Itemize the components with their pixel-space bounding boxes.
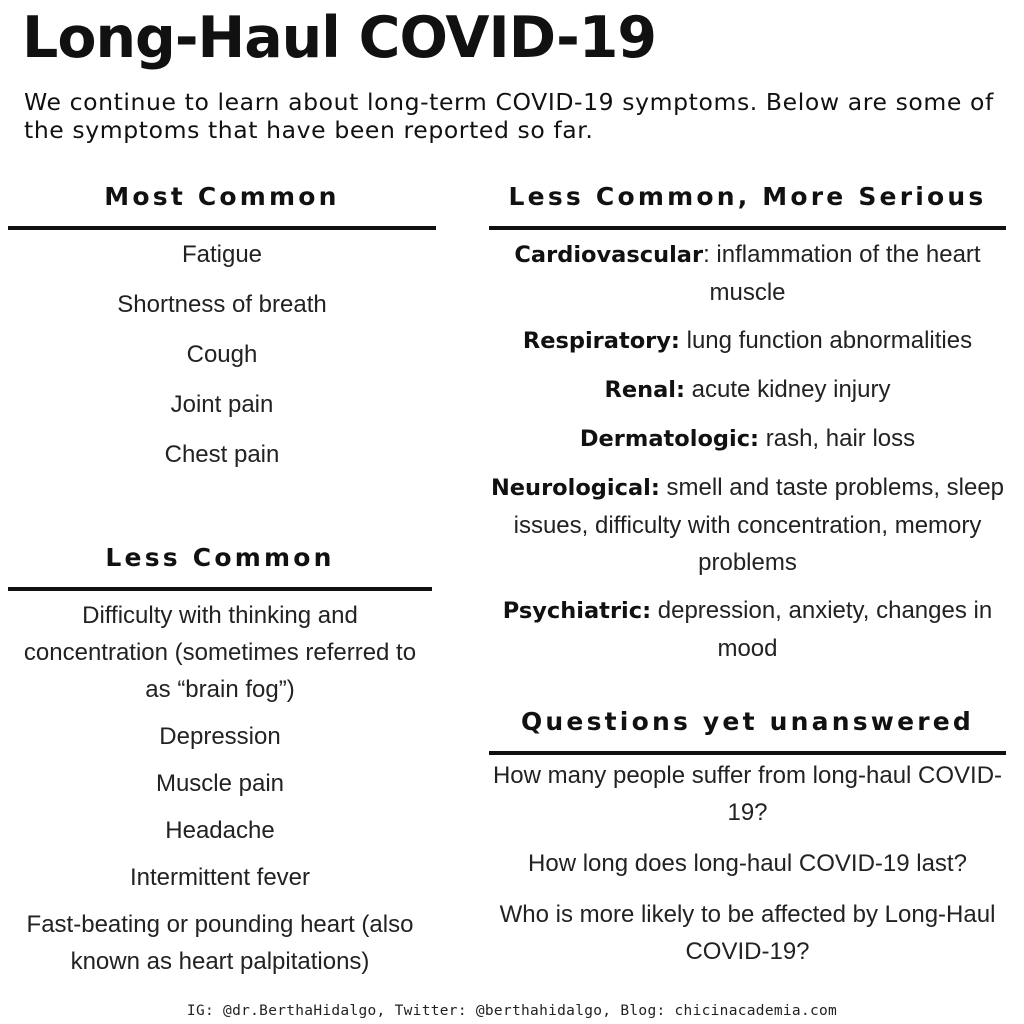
- item-text: rash, hair loss: [759, 425, 916, 452]
- list-item: How long does long-haul COVID-19 last?: [528, 850, 967, 877]
- questions-heading: Questions yet unanswered: [520, 707, 975, 736]
- list-item: Joint pain: [170, 391, 274, 418]
- item-text: acute kidney injury: [685, 376, 891, 403]
- most-common-list: [8, 236, 436, 473]
- list-item-renal: [489, 371, 1006, 409]
- item-label: Respiratory:: [522, 328, 680, 354]
- list-item: Who is more likely to be affected by Long-Haul COVID-19?: [499, 901, 996, 965]
- list-item-cardiovascular: [489, 236, 1006, 311]
- list-item-dermatologic: [489, 420, 1006, 458]
- section-divider: [8, 587, 432, 591]
- less-common-heading: Less Common: [105, 543, 335, 572]
- item-label: Psychiatric:: [502, 598, 652, 624]
- item-label: Dermatologic:: [579, 426, 760, 452]
- item-label: Cardiovascular: [514, 242, 704, 268]
- most-common-section: [8, 180, 436, 486]
- questions-section: [489, 705, 1006, 984]
- page-title: Long-Haul COVID-19: [22, 5, 657, 71]
- list-item: Depression: [159, 723, 281, 750]
- item-text: smell and taste problems, sleep issues, difficulty with concentration, memory problems: [513, 474, 1005, 576]
- section-divider: [489, 751, 1006, 755]
- serious-list: [489, 236, 1006, 667]
- item-text: : inflammation of the heart muscle: [703, 241, 981, 306]
- questions-list: [489, 757, 1006, 970]
- list-item: Shortness of breath: [117, 291, 327, 318]
- intro-paragraph: We continue to learn about long-term COVID-19 symptoms. Below are some of the symptoms that have been reported so far.: [24, 88, 994, 144]
- most-common-heading: Most Common: [104, 182, 340, 211]
- list-item-respiratory: [489, 322, 1006, 360]
- item-label: Neurological:: [490, 475, 660, 501]
- list-item: Fast-beating or pounding heart (also known as heart palpitations): [26, 911, 414, 975]
- item-label: Renal:: [604, 377, 686, 403]
- serious-section: [489, 180, 1006, 678]
- footer-credits: IG: @dr.BerthaHidalgo, Twitter: @berthahidalgo, Blog: chicinacademia.com: [186, 1003, 838, 1019]
- list-item: Fatigue: [181, 241, 263, 268]
- section-divider: [8, 226, 436, 230]
- list-item: Muscle pain: [155, 770, 285, 797]
- less-common-section: [8, 541, 432, 990]
- list-item: Headache: [165, 817, 275, 844]
- list-item: Intermittent fever: [129, 864, 311, 891]
- list-item: Chest pain: [164, 441, 280, 468]
- section-divider: [489, 226, 1006, 230]
- item-text: lung function abnormalities: [679, 327, 973, 354]
- list-item-neurological: [489, 469, 1006, 581]
- list-item-psychiatric: [489, 592, 1006, 667]
- less-common-list: [8, 597, 432, 980]
- list-item: How many people suffer from long-haul COVID-19?: [492, 762, 1003, 826]
- serious-heading: Less Common, More Serious: [508, 182, 987, 211]
- list-item: Difficulty with thinking and concentration (sometimes referred to as “brain fog”): [23, 602, 417, 703]
- list-item: Cough: [186, 341, 258, 368]
- item-text: depression, anxiety, changes in mood: [651, 597, 993, 662]
